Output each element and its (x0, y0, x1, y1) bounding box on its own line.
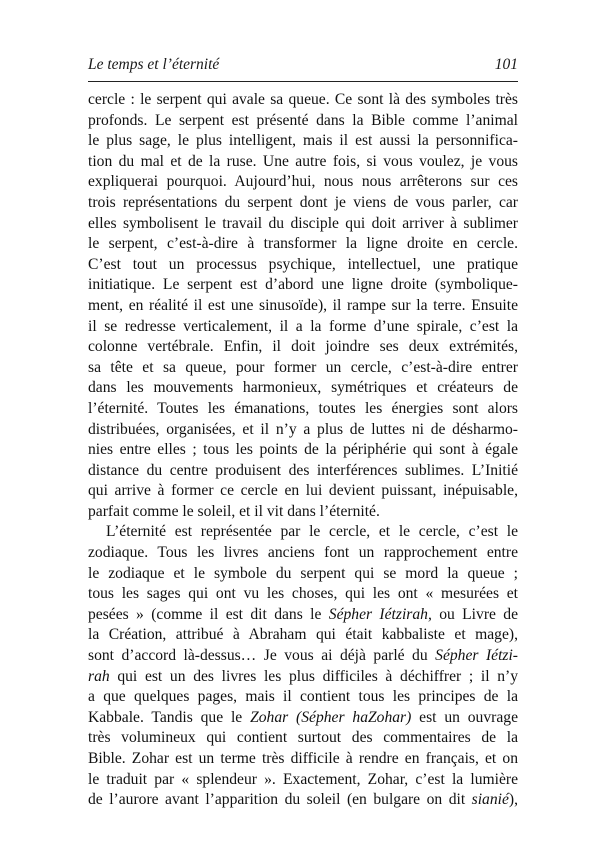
text-line (88, 337, 518, 358)
text-line (88, 317, 518, 338)
text-span: très volumineux qui contient surtout des commentaires de la (88, 729, 518, 747)
text-line (88, 605, 518, 626)
text-line (88, 728, 518, 749)
text-line (88, 172, 518, 193)
text-span: L’éternité est représentée par le cercle, et le cercle, c’est le (106, 523, 518, 541)
text-span: distribuées, organisées, et il n’y a plus de luttes ni de désharmo- (88, 420, 518, 438)
text-span: trois représentations du serpent dont je viens de vous parler, car (88, 193, 518, 211)
text-line (88, 399, 518, 420)
header-rule (88, 81, 518, 82)
text-span: pesées » (comme il est dit dans le (88, 605, 329, 623)
text-line (88, 275, 518, 296)
text-span: colonne vertébrale. Enfin, il doit joindre ses deux extrémités, (88, 338, 518, 356)
text-span: sa tête et sa queue, pour former un cercle, c’est-à-dire entrer (88, 358, 518, 376)
text-span: initiatique. Le serpent est d’abord une ligne droite (symbolique- (88, 276, 518, 294)
text-line (88, 214, 518, 235)
text-span: ), (508, 791, 518, 809)
text-span: zodiaque. Tous les livres anciens font un rapprochement entre (88, 544, 518, 562)
text-span: elles symbolisent le travail du disciple qui doit arriver à sublimer (88, 214, 518, 232)
text-span: qui est un des livres les plus difficiles à déchiffrer ; il n’y (109, 667, 518, 685)
text-line (88, 708, 518, 729)
text-line (88, 131, 518, 152)
page-number: 101 (494, 56, 518, 73)
italic-text: rah (88, 667, 110, 685)
text-line (88, 90, 518, 111)
text-span: parfait comme le soleil, et il vit dans l’éternité. (88, 502, 380, 520)
text-span: il se redresse verticalement, il a la forme d’une spirale, c’est la (88, 317, 518, 335)
text-line (88, 481, 518, 502)
text-span: sont d’accord là-dessus… Je vous ai déjà parlé du (88, 647, 436, 665)
text-line (88, 522, 518, 543)
text-line (88, 461, 518, 482)
text-span: distance du centre produisent des interférences sublimes. L’Initié (88, 461, 518, 479)
text-line (88, 502, 518, 523)
text-span: nies entre elles ; tous les points de la périphérie qui sont à égale (88, 441, 518, 459)
text-span: C’est tout un processus psychique, intellectuel, une pratique (88, 255, 518, 273)
text-span: de l’aurore avant l’apparition du soleil (en bulgare on dit (88, 791, 472, 809)
text-span: profonds. Le serpent est présenté dans la Bible comme l’animal (88, 111, 518, 129)
text-line (88, 420, 518, 441)
text-span: ou Livre de (431, 605, 518, 623)
text-span: le zodiaque et le symbole du serpent qui se mord la queue ; (88, 564, 518, 582)
text-line (88, 770, 518, 791)
text-line (88, 667, 518, 688)
italic-text: sianié (471, 791, 509, 809)
text-span: Kabbale. Tandis que le (88, 708, 251, 726)
paragraph (88, 522, 518, 810)
italic-text: Sépher Iétzirah, (328, 605, 432, 623)
paragraph (88, 90, 518, 522)
text-line (88, 193, 518, 214)
text-line (88, 152, 518, 173)
running-header (88, 56, 518, 78)
text-line (88, 255, 518, 276)
text-line (88, 440, 518, 461)
text-span: dans les mouvements harmonieux, symétriques et créateurs de (88, 379, 518, 397)
text-span: Bible. Zohar est un terme très difficile à rendre en français, et on (88, 750, 518, 767)
italic-text: Sépher Iétzi- (435, 647, 518, 665)
text-line (88, 646, 518, 667)
text-line (88, 358, 518, 379)
body-text (88, 90, 518, 811)
text-span: ment, en réalité il est une sinusoïde), il rampe sur la terre. Ensuite (88, 296, 518, 314)
italic-text: Zohar (Sépher haZohar) (250, 708, 412, 726)
text-line (88, 564, 518, 585)
text-line (88, 625, 518, 646)
text-line (88, 296, 518, 317)
running-title: Le temps et l’éternité (88, 56, 220, 73)
text-line (88, 584, 518, 605)
text-span: qui arrive à former ce cercle en lui devient puissant, inépuisable, (88, 482, 518, 500)
text-span: cercle : le serpent qui avale sa queue. Ce sont là des symboles très (88, 91, 518, 108)
text-span: tous les sages qui ont vu les choses, qui les ont « mesurées et (88, 585, 518, 603)
text-span: l’éternité. Toutes les émanations, toutes les énergies sont alors (88, 399, 518, 417)
text-span: le serpent, c’est-à-dire à transformer la ligne droite en cercle. (88, 235, 518, 253)
text-span: est un ouvrage (411, 708, 518, 726)
text-span: tion du mal et de la ruse. Une autre fois, si vous voulez, je vous (88, 152, 518, 170)
text-line (88, 378, 518, 399)
text-line (88, 234, 518, 255)
text-span: a que quelques pages, mais il contient tous les principes de la (88, 688, 518, 706)
text-span: le traduit par « splendeur ». Exactement, Zohar, c’est la lumière (88, 770, 518, 788)
text-line (88, 749, 518, 770)
text-line (88, 687, 518, 708)
text-line (88, 790, 518, 811)
text-span: expliquerai pourquoi. Aujourd’hui, nous nous arrêterons sur ces (88, 173, 518, 191)
text-line (88, 111, 518, 132)
text-span: la Création, attribué à Abraham qui était kabbaliste et mage), (88, 626, 518, 644)
text-line (88, 543, 518, 564)
text-span: le plus sage, le plus intelligent, mais il est aussi la personnifica- (88, 132, 518, 150)
